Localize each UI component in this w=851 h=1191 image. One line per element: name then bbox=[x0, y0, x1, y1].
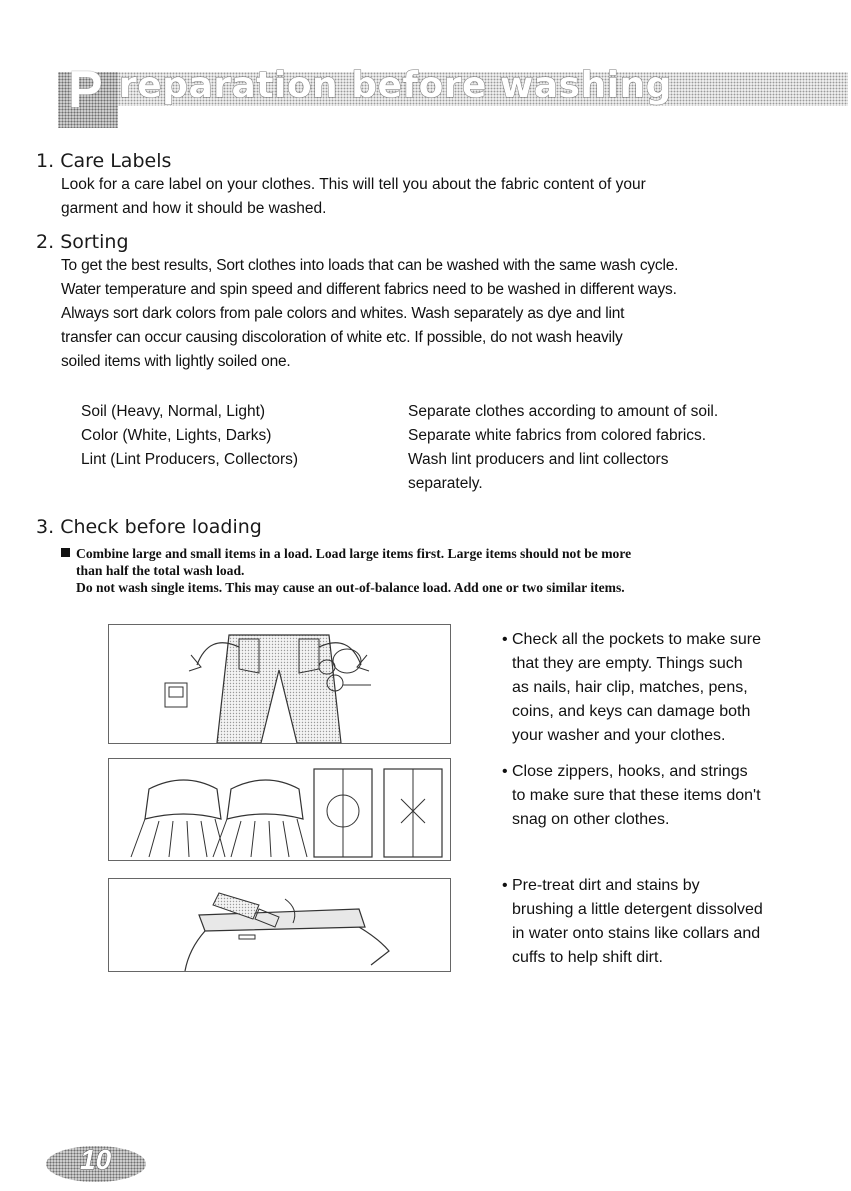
section-2-title: 2. Sorting bbox=[36, 231, 129, 253]
header-initial: P bbox=[68, 61, 103, 119]
page-number: 10 bbox=[80, 1144, 112, 1175]
sorting-table-cell: Soil (Heavy, Normal, Light) bbox=[81, 403, 266, 420]
page-title: reparation before washing bbox=[119, 65, 672, 106]
sorting-table-cell: Separate clothes according to amount of soil. bbox=[408, 403, 719, 420]
bullet-stains: • Pre-treat dirt and stains by brushing a little detergent dissolved in water onto stains like collars and cuffs to help shift dirt. bbox=[502, 877, 763, 966]
sorting-table-cell: Color (White, Lights, Darks) bbox=[81, 427, 272, 444]
section-2-text: To get the best results, Sort clothes into loads that can be washed with the same wash cycle. Water temperature and spin speed and different fabrics need to be washed in different ways. Always sort dark colors from pale colors and whites. Wash separately as dye and lint transfer can occur causing discoloration of white etc. If possible, do not wash heavily soiled items with lightly soiled one. bbox=[61, 257, 679, 370]
bullet-pockets: • Check all the pockets to make sure that they are empty. Things such as nails, hair clip, matches, pens, coins, and keys can damage both your washer and your clothes. bbox=[502, 631, 762, 744]
square-bullet-icon bbox=[61, 548, 70, 557]
sorting-table-cell: Separate white fabrics from colored fabrics. bbox=[408, 427, 707, 444]
section-1-text: Look for a care label on your clothes. This will tell you about the fabric content of your garment and how it should be washed. bbox=[61, 176, 646, 217]
zippers-illustration bbox=[108, 758, 451, 861]
section-3-title: 3. Check before loading bbox=[36, 516, 262, 538]
bullet-zippers: • Close zippers, hooks, and strings to make sure that these items don't snag on other clothes. bbox=[502, 763, 761, 828]
stains-illustration bbox=[108, 878, 451, 972]
sorting-table-cell: Lint (Lint Producers, Collectors) bbox=[81, 451, 299, 468]
pockets-illustration bbox=[108, 624, 451, 744]
sorting-table-cell: separately. bbox=[408, 475, 483, 492]
sorting-table-cell: Wash lint producers and lint collectors bbox=[408, 451, 669, 468]
loading-note: Combine large and small items in a load. Load large items first. Large items should not be more than half the total wash load. Do not wash single items. This may cause an out-of-balance load. Add one or two similar items. bbox=[61, 545, 631, 596]
section-1-title: 1. Care Labels bbox=[36, 150, 172, 172]
